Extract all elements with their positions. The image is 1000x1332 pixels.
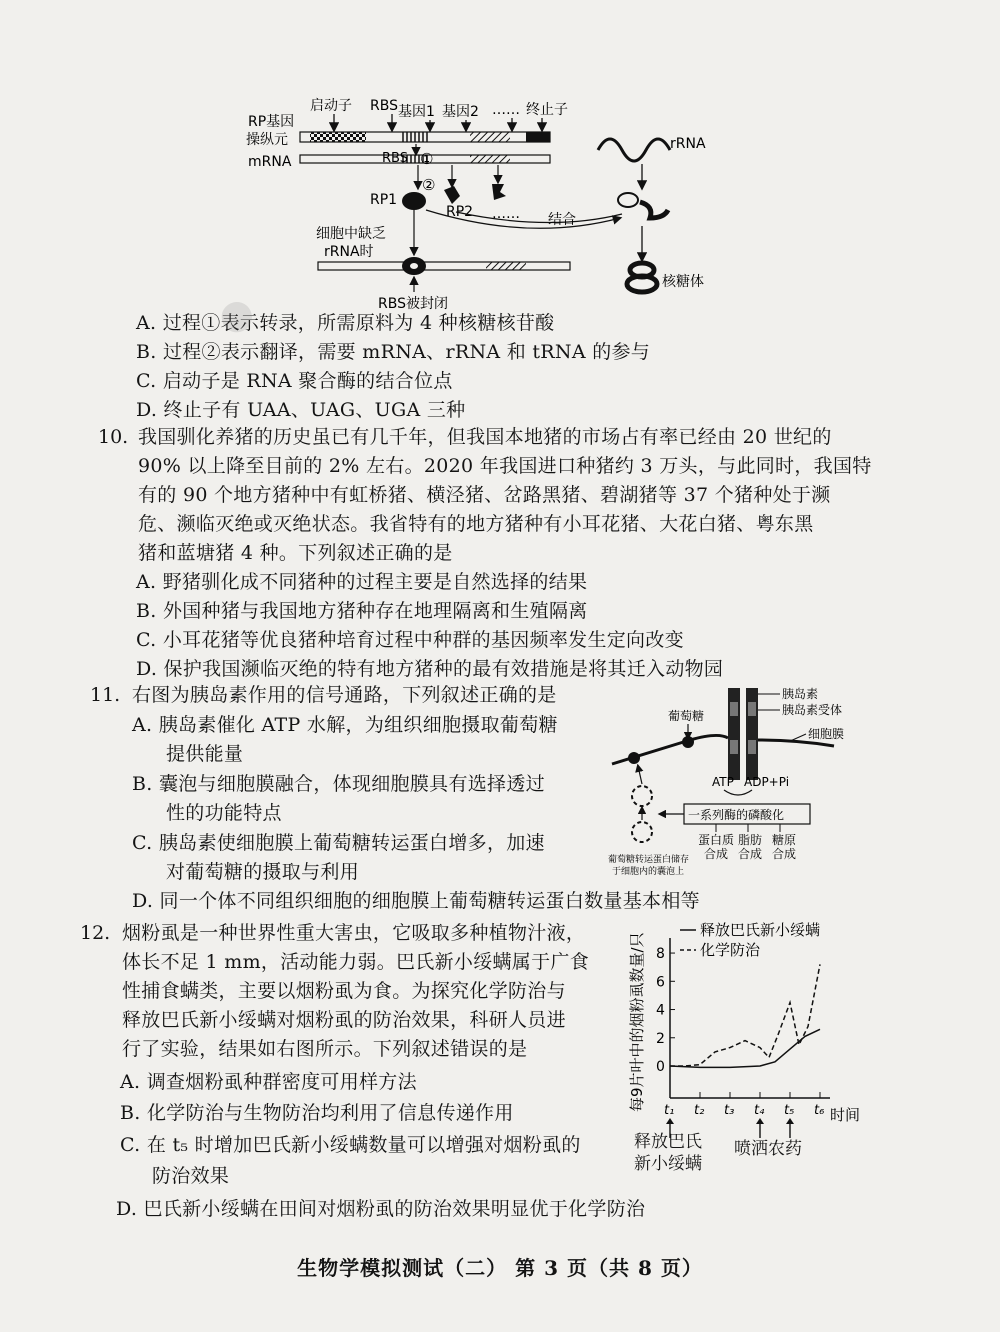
vesicle-label-1: 葡萄糖转运蛋白储存 — [608, 855, 690, 865]
glucose-label: 葡萄糖 — [668, 709, 705, 723]
insulin-label: 胰岛素 — [782, 687, 819, 701]
q11-option-d: D. 同一个体不同组织细胞的细胞膜上葡萄糖转运蛋白数量基本相等 — [132, 890, 700, 912]
rp1-label: RP1 — [370, 192, 398, 208]
q10-option-c: C. 小耳花猪等优良猪种培育过程中种群的基因频率发生定向改变 — [136, 629, 684, 651]
ribosome-label: 核糖体 — [662, 274, 704, 290]
series-line-1 — [670, 964, 820, 1066]
gene2-label: 基因2 — [442, 104, 479, 120]
annot-release-1: 释放巴氏 — [634, 1132, 702, 1152]
q10-option-a: A. 野猪驯化成不同猪种的过程主要是自然选择的结果 — [136, 571, 588, 593]
rp2-label: RP2 — [446, 204, 474, 220]
chart-ylabel: 每9片叶中的烟粉虱数量/只 — [628, 932, 646, 1112]
q12-option-b: B. 化学防治与生物防治均利用了信息传递作用 — [120, 1102, 514, 1124]
x-tick-label-0: t₁ — [664, 1103, 675, 1118]
q10-number: 10. — [98, 426, 129, 448]
page-footer: 生物学模拟测试（二） 第 3 页（共 8 页） — [297, 1256, 703, 1280]
rp-gene-label-2: 操纵元 — [246, 132, 288, 148]
annotation-arrowhead-1 — [756, 1118, 764, 1124]
rp1-protein — [402, 192, 426, 210]
q11-stem: 右图为胰岛素作用的信号通路，下列叙述正确的是 — [132, 684, 557, 706]
promoter-label: 启动子 — [310, 98, 352, 114]
glycogen-synth-label-1: 糖原 — [772, 833, 797, 847]
step1-label: ① — [420, 150, 434, 168]
q12-option-a: A. 调查烟粉虱种群密度可用样方法 — [120, 1071, 417, 1093]
x-tick-label-2: t₃ — [724, 1103, 735, 1118]
q12-stem-line-3: 性捕食螨类，主要以烟粉虱为食。为探究化学防治与 — [122, 980, 566, 1002]
rrna-label: rRNA — [670, 136, 706, 152]
membrane-label: 细胞膜 — [808, 727, 845, 741]
y-tick-label-0: 0 — [656, 1059, 665, 1075]
q12-option-d: D. 巴氏新小绥螨在田间对烟粉虱的防治效果明显优于化学防治 — [116, 1198, 646, 1220]
chart-xlabel: 时间 — [830, 1106, 861, 1124]
ellipsis-top-label: …… — [492, 102, 520, 118]
q9-option-a: A. 过程①表示转录，所需原料为 4 种核糖核苷酸 — [136, 312, 555, 334]
insulin-signaling-diagram — [598, 680, 868, 880]
glucose-transporter — [682, 736, 694, 748]
rbs-mid-label: RBS — [382, 151, 408, 166]
vesicle-label-2: 于细胞内的囊泡上 — [612, 867, 685, 877]
annot-pesticide: 喷洒农药 — [734, 1139, 802, 1159]
q11-option-b-line-2: 性的功能特点 — [166, 802, 282, 824]
fat-synth-label-1: 脂肪 — [738, 833, 763, 847]
q11-option-b-line-1: B. 囊泡与细胞膜融合，体现细胞膜具有选择透过 — [132, 773, 545, 795]
mrna-label: mRNA — [248, 154, 292, 170]
q10-option-b: B. 外国种猪与我国地方猪种存在地理隔离和生殖隔离 — [136, 600, 588, 622]
rp2-protein — [444, 186, 460, 204]
q10-stem-line-4: 危、濒临灭绝或灭绝状态。我省特有的地方猪种有小耳花猪、大花白猪、粤东黑 — [138, 513, 814, 535]
ribosome-icon — [627, 263, 657, 292]
lack-label-2: rRNA时 — [324, 244, 374, 260]
annotation-arrowhead-2 — [786, 1118, 794, 1124]
terminator-label: 终止子 — [526, 102, 568, 118]
rrna-strand — [598, 139, 670, 161]
x-tick-label-3: t₄ — [754, 1103, 765, 1118]
receptor-label: 胰岛素受体 — [782, 703, 843, 717]
step2-label: ② — [422, 176, 436, 194]
q9-option-d: D. 终止子有 UAA、UAG、UGA 三种 — [136, 399, 466, 421]
q11-option-a-line-2: 提供能量 — [166, 743, 244, 765]
y-tick-label-1: 2 — [656, 1030, 665, 1047]
rrna-rp-complex — [618, 193, 668, 218]
atp-label: ATP — [712, 775, 734, 789]
q10-stem-line-5: 猪和蓝塘猪 4 种。下列叙述正确的是 — [138, 542, 453, 564]
annotation-arrowhead-0 — [666, 1118, 674, 1124]
adp-label: ADP+Pi — [744, 775, 790, 789]
legend-label-dashed: 化学防治 — [700, 941, 761, 959]
gene1-label: 基因1 — [398, 104, 435, 120]
q10-stem-line-2: 90% 以上降至目前的 2% 左右。2020 年我国进口种猪约 3 万头，与此同时，我国特 — [138, 455, 872, 477]
q12-number: 12. — [80, 922, 111, 944]
q12-stem-line-4: 释放巴氏新小绥螨对烟粉虱的防治效果，科研人员进 — [122, 1009, 566, 1031]
legend-label-solid: 释放巴氏新小绥螨 — [700, 921, 821, 939]
protein-synth-label-2: 合成 — [704, 847, 729, 861]
y-tick-label-2: 4 — [656, 1002, 665, 1019]
q10-option-d: D. 保护我国濒临灭绝的特有地方猪种的最有效措施是将其迁入动物园 — [136, 658, 724, 680]
x-tick-label-1: t₂ — [694, 1103, 705, 1118]
q10-stem-line-3: 有的 90 个地方猪种中有虹桥猪、横泾猪、岔路黑猪、碧湖猪等 37 个猪种处于濒 — [138, 484, 831, 506]
y-tick-label-4: 8 — [656, 946, 665, 963]
q12-stem-line-1: 烟粉虱是一种世界性重大害虫，它吸取多种植物汁液， — [122, 922, 586, 944]
rp-gene-label-1: RP基因 — [248, 114, 295, 130]
q11-option-c-line-2: 对葡萄糖的摄取与利用 — [166, 861, 360, 883]
annot-release-2: 新小绥螨 — [634, 1154, 702, 1174]
rp3-protein — [492, 184, 506, 200]
gene-regulation-diagram — [230, 92, 730, 314]
cell-membrane — [612, 735, 834, 764]
insulin-receptor — [728, 688, 758, 780]
q12-option-c-line-1: C. 在 t₅ 时增加巴氏新小绥螨数量可以增强对烟粉虱的 — [120, 1134, 581, 1156]
q12-stem-line-5: 行了实验，结果如右图所示。下列叙述错误的是 — [122, 1038, 528, 1060]
y-tick-label-3: 6 — [656, 974, 665, 991]
combine-label: 结合 — [548, 212, 576, 228]
glycogen-synth-label-2: 合成 — [772, 847, 797, 861]
rbs-blocked-label: RBS被封闭 — [378, 296, 448, 312]
phosphorylation-label: 一系列酶的磷酸化 — [688, 808, 785, 822]
q12-stem-line-2: 体长不足 1 mm，活动能力弱。巴氏新小绥螨属于广食 — [122, 951, 590, 973]
q11-option-a-line-1: A. 胰岛素催化 ATP 水解，为组织细胞摄取葡萄糖 — [132, 714, 558, 736]
watermark-1: • — [198, 264, 277, 376]
q11-option-c-line-1: C. 胰岛素使细胞膜上葡萄糖转运蛋白增多，加速 — [132, 832, 545, 854]
q12-option-c-line-2: 防治效果 — [152, 1165, 230, 1187]
x-tick-label-4: t₅ — [784, 1103, 795, 1118]
q9-option-b: B. 过程②表示翻译，需要 mRNA、rRNA 和 tRNA 的参与 — [136, 341, 651, 363]
q11-number: 11. — [90, 684, 121, 706]
x-tick-label-5: t₆ — [814, 1103, 825, 1118]
q9-option-c: C. 启动子是 RNA 聚合酶的结合位点 — [136, 370, 453, 392]
protein-synth-label-1: 蛋白质 — [698, 833, 735, 847]
rbs-top-label: RBS — [370, 98, 398, 114]
lack-label-1: 细胞中缺乏 — [316, 226, 386, 242]
fat-synth-label-2: 合成 — [738, 847, 763, 861]
rp-gene-operon-bar — [300, 132, 550, 142]
ellipsis-mid-label: …… — [492, 206, 520, 222]
q10-stem-line-1: 我国驯化养猪的历史虽已有几千年，但我国本地猪的市场占有率已经由 20 世纪的 — [138, 426, 832, 448]
